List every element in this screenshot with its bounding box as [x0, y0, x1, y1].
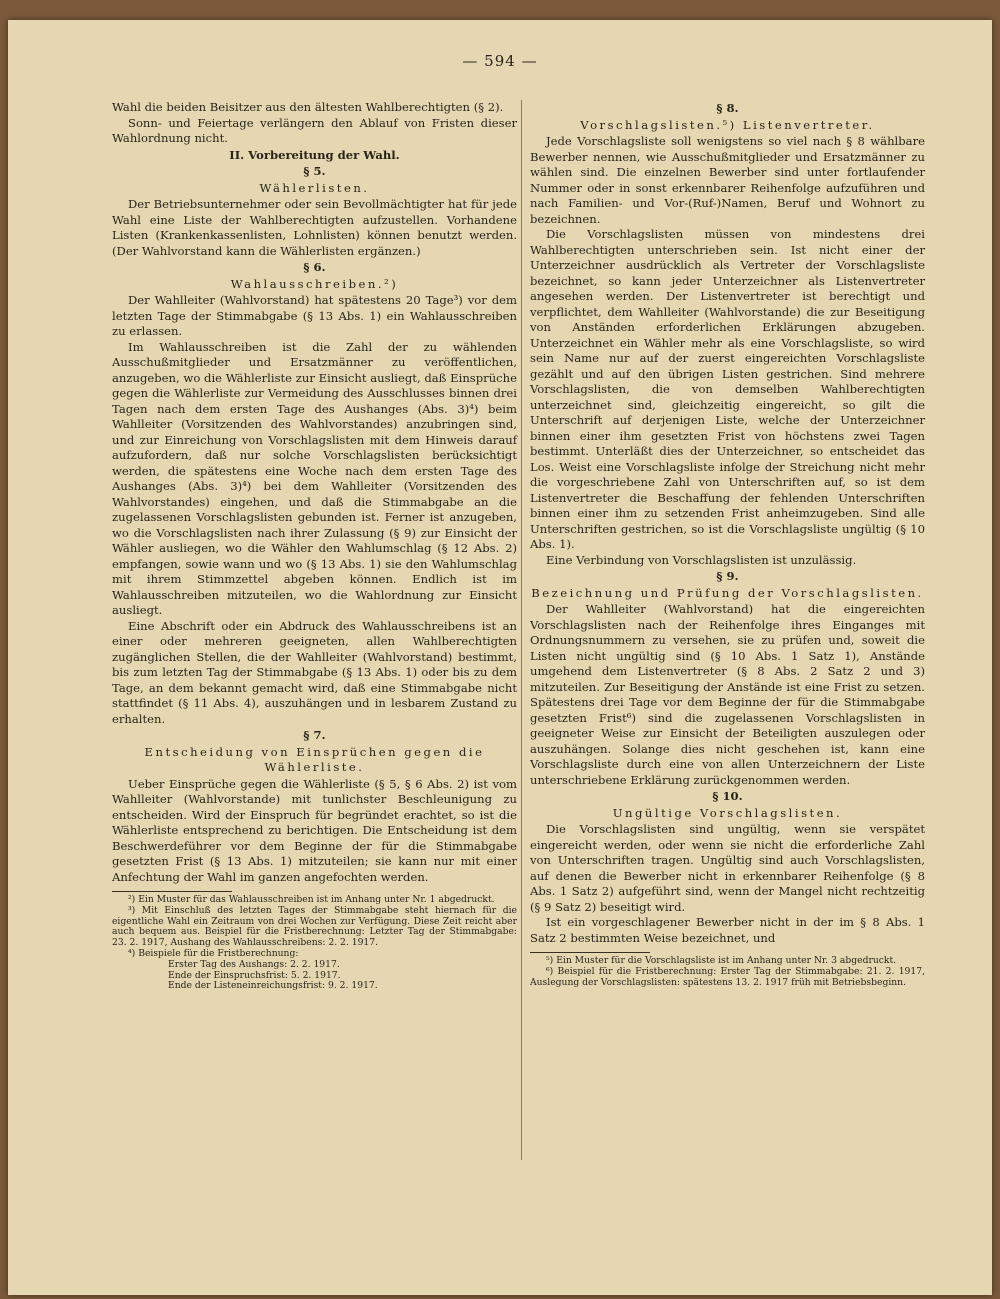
column-divider: [521, 100, 522, 1160]
section-title: Wahlausschreiben.²): [230, 276, 399, 291]
left-column: [112, 100, 517, 992]
paragraph: Der Betriebsunternehmer oder sein Bevollmächtigter hat für jede Wahl eine Liste der Wahlberechtigten aufzustellen. Vorhandene Listen (Krankenkassenlisten, Lohnlisten) können benutzt werden. (Der Wahlvorstand kann die Wählerlisten ergänzen.): [112, 197, 517, 258]
paragraph: Wahl die beiden Beisitzer aus den ältesten Wahlberechtigten (§ 2).: [112, 100, 504, 114]
section-number: § 6.: [303, 260, 326, 274]
chapter-heading: II. Vorbereitung der Wahl.: [229, 147, 400, 162]
section-title: Wählerlisten.: [259, 180, 370, 195]
section-title: Bezeichnung und Prüfung der Vorschlagslisten.: [531, 585, 924, 600]
paragraph: Eine Abschrift oder ein Abdruck des Wahlausschreibens ist an einer oder mehreren geeigneten, allen Wahlberechtigten zugänglichen Stellen, die der Wahlleiter (Wahlvorstand) bestimmt, bis zum letzten Tag der Stimmabgabe (§ 13 Abs. 1) oder bis zu dem Tage, an dem bekannt gemacht wird, daß eine Stimmabgabe nicht stattfindet (§ 11 Abs. 4), auszuhängen und in lesbarem Zustand zu erhalten.: [112, 618, 517, 726]
footnote-rule: [530, 952, 650, 953]
section-number: § 8.: [716, 101, 739, 115]
section-title: Vorschlagslisten.⁵) Listenvertreter.: [580, 117, 875, 132]
section-title: Entscheidung von Einsprüchen gegen die Wählerliste.: [144, 744, 485, 774]
paragraph: Der Wahlleiter (Wahlvorstand) hat spätestens 20 Tage³) vor dem letzten Tage der Stimmabgabe (§ 13 Abs. 1) ein Wahlausschreiben zu erlassen.: [112, 293, 517, 338]
paragraph: Jede Vorschlagsliste soll wenigstens so viel nach § 8 wählbare Bewerber nennen, wie Ausschußmitglieder und Ersatzmänner zu wählen sind. Die einzelnen Bewerber sind unter fortlaufender Nummer oder in sonst erkennbarer Reihenfolge aufzuführen und nach Familien- und Vor-(Ruf-)Namen, Beruf und Wohnort zu bezeichnen.: [530, 134, 925, 226]
paragraph: Ist ein vorgeschlagener Bewerber nicht in der im § 8 Abs. 1 Satz 2 bestimmten Weise bezeichnet, und: [530, 915, 925, 945]
paragraph: Der Wahlleiter (Wahlvorstand) hat die eingereichten Vorschlagslisten nach der Reihenfolge ihres Einganges mit Ordnungsnummern zu versehen, sie zu prüfen und, soweit die Listen nicht ungültig sind (§ 10 Abs. 1 Satz 1), Anstände umgehend dem Listenvertreter (§ 8 Abs. 2 Satz 2 und 3) mitzuteilen. Zur Beseitigung der Anstände ist eine Frist zu setzen. Spätestens drei Tage vor dem Beginne der für die Stimmabgabe gesetzten Frist⁶) sind die zugelassenen Vorschlagslisten in geeigneter Weise zur Einsicht der Beteiligten auszulegen oder auszuhängen. Solange dies nicht geschehen ist, kann eine Vorschlagsliste durch eine von allen Unterzeichnern der Liste unterschriebene Erklärung zurückgenommen werden.: [530, 602, 925, 787]
footnote: Ende der Listeneinreichungsfrist: 9. 2. 1917.: [168, 980, 378, 992]
section-number: § 5.: [303, 164, 326, 178]
section-number: § 9.: [716, 569, 739, 583]
footnote: ²) Ein Muster für das Wahlausschreiben ist im Anhang unter Nr. 1 abgedruckt.: [128, 894, 495, 905]
section-title: Ungültige Vorschlagslisten.: [612, 805, 843, 820]
footnote-rule: [112, 891, 232, 892]
footnote: ⁵) Ein Muster für die Vorschlagsliste ist im Anhang unter Nr. 3 abgedruckt.: [546, 955, 897, 966]
footnote: Erster Tag des Aushangs: 2. 2. 1917.: [168, 958, 340, 970]
footnote: ⁴) Beispiele für die Fristberechnung:: [128, 947, 299, 959]
section-number: § 7.: [303, 728, 326, 742]
right-column: [530, 100, 925, 988]
footnote: Ende der Einspruchsfrist: 5. 2. 1917.: [168, 969, 341, 981]
footnote: ⁶) Beispiel für die Fristberechnung: Erster Tag der Stimmabgabe: 21. 2. 1917, Auslegung der Vorschlagslisten: spätestens 13. 2. 1917 früh mit Betriebsbeginn.: [530, 965, 925, 988]
paragraph: Eine Verbindung von Vorschlagslisten ist unzulässig.: [546, 552, 857, 567]
footnote: ³) Mit Einschluß des letzten Tages der Stimmabgabe steht hiernach für die eigentliche Wahl ein Zeitraum von drei Wochen zur Verfügung. Diese Zeit reicht aber auch bequem aus. Beispiel für die Fristberechnung: Letzter Tag der Stimmabgabe: 23. 2. 1917, Aushang des Wahlausschreibens: 2. 2. 1917.: [112, 904, 517, 949]
paragraph: Die Vorschlagslisten sind ungültig, wenn sie verspätet eingereicht werden, oder wenn sie nicht die erforderliche Zahl von Unterschriften tragen. Ungültig sind auch Vorschlagslisten, auf denen die Bewerber nicht in erkennbarer Reihenfolge (§ 8 Abs. 1 Satz 2) aufgeführt sind, wenn der Mangel nicht rechtzeitig (§ 9 Satz 2) beseitigt wird.: [530, 822, 925, 914]
page-number: — 594 —: [462, 52, 538, 70]
paragraph: Ueber Einsprüche gegen die Wählerliste (§ 5, § 6 Abs. 2) ist vom Wahlleiter (Wahlvorstande) mit tunlichster Beschleunigung zu entscheiden. Wird der Einspruch für begründet erachtet, so ist die Wählerliste entsprechend zu berichtigen. Die Entscheidung ist dem Beschwerdeführer vor dem Beginne der für die Stimmabgabe gesetzten Frist (§ 13 Abs. 1) mitzuteilen; sie kann nur mit einer Anfechtung der Wahl im ganzen angefochten werden.: [112, 776, 517, 884]
section-number: § 10.: [712, 789, 743, 803]
paragraph: Im Wahlausschreiben ist die Zahl der zu wählenden Ausschußmitglieder und Ersatzmänner zu veröffentlichen, anzugeben, wo die Wählerliste zur Einsicht ausliegt, daß Einsprüche gegen die Wählerliste zur Vermeidung des Ausschlusses binnen drei Tagen nach dem ersten Tage des Aushanges (Abs. 3)⁴) beim Wahlleiter (Vorsitzenden des Wahlvorstandes) anzubringen sind, und zur Einreichung von Vorschlagslisten mit dem Hinweis darauf aufzufordern, daß nur solche Vorschlagslisten berücksichtigt werden, die spätestens eine Woche nach dem ersten Tage des Aushanges (Abs. 3)⁴) bei dem Wahlleiter (Vorsitzenden des Wahlvorstandes) eingehen, und daß die Stimmabgabe an die zugelassenen Vorschlagslisten gebunden ist. Ferner ist anzugeben, wo die Vorschlagslisten nach ihrer Zulassung (§ 9) zur Einsicht der Wähler ausliegen, wo die Wähler den Wahlumschlag (§ 12 Abs. 2) empfangen, sowie wann und wo (§ 13 Abs. 1) sie den Wahlumschlag mit ihrem Stimmzettel abgeben können. Endlich ist im Wahlausschreiben mitzuteilen, wo die Wahlordnung zur Einsicht ausliegt.: [112, 339, 517, 617]
paragraph: Sonn- und Feiertage verlängern den Ablauf von Fristen dieser Wahlordnung nicht.: [112, 115, 517, 145]
paragraph: Die Vorschlagslisten müssen von mindestens drei Wahlberechtigten unterschrieben sein. Ist nicht einer der Unterzeichner ausdrücklich als Vertreter der Vorschlagsliste bezeichnet, so kann jeder Unterzeichner als Listenvertreter angesehen werden. Der Listenvertreter ist berechtigt und verpflichtet, dem Wahlleiter (Wahlvorstande) die zur Beseitigung von Anständen erforderlichen Erklärungen abzugeben. Unterzeichnet ein Wähler mehr als eine Vorschlagsliste, so wird sein Name nur auf der zuerst eingereichten Vorschlagsliste gezählt und auf den übrigen Listen gestrichen. Sind mehrere Vorschlagslisten, die von demselben Wahlberechtigten unterzeichnet sind, gleichzeitig eingereicht, so gilt die Unterschrift auf derjenigen Liste, welche der Unterzeichner binnen einer ihm gesetzten Frist von höchstens zwei Tagen bestimmt. Unterläßt dies der Unterzeichner, so entscheidet das Los. Weist eine Vorschlagsliste infolge der Streichung nicht mehr die vorgeschriebene Zahl von Unterschriften auf, so ist dem Listenvertreter die Beschaffung der fehlenden Unterschriften binnen einer ihm zu setzenden Frist anheimzugeben. Sind alle Unterschriften gestrichen, so ist die Vorschlagsliste ungültig (§ 10 Abs. 1).: [530, 227, 925, 551]
